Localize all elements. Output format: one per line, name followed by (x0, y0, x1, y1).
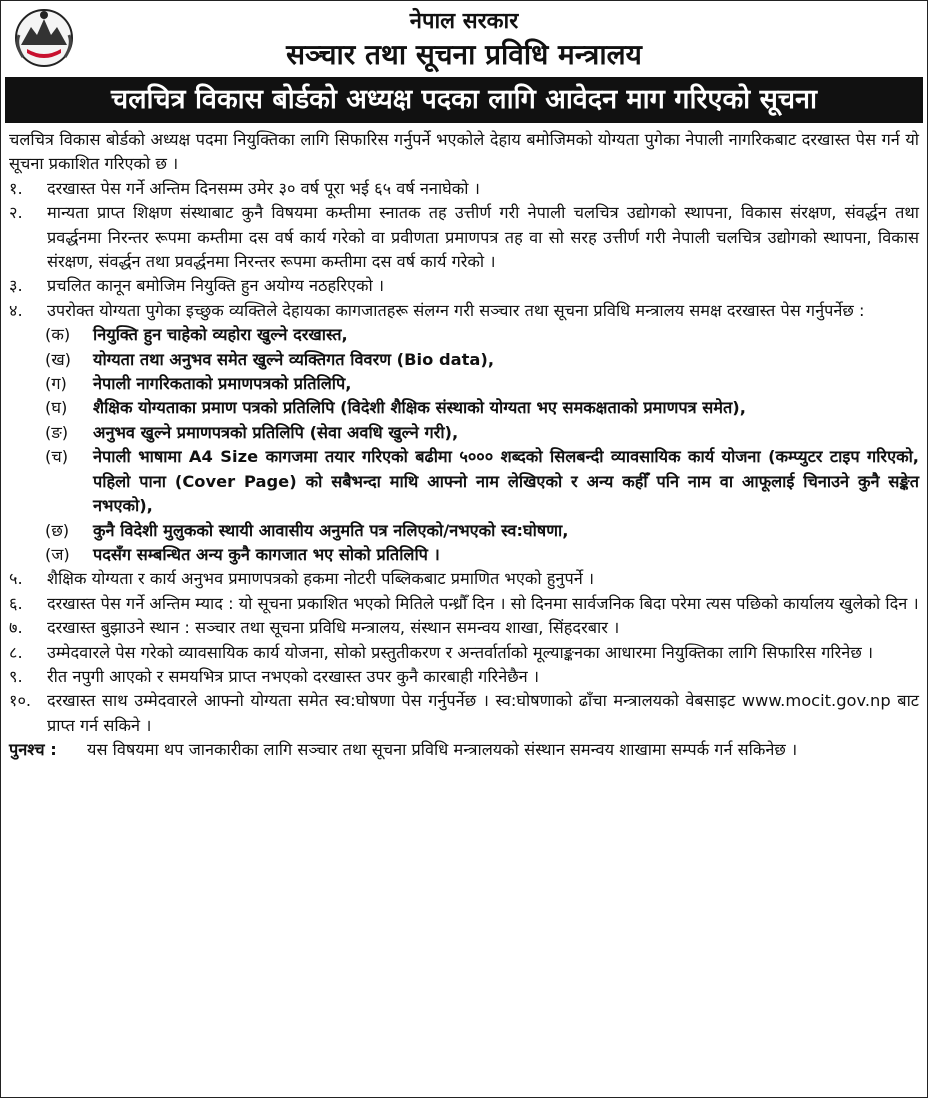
item-text: उपरोक्त योग्यता पुगेका इच्छुक व्यक्तिले देहायका कागजातहरू संलग्न गरी सञ्चार तथा सूचना प्रविधि मन्त्रालय समक्ष दरखास्त पेस गर्नुपर्नेछ : (47, 300, 865, 320)
sub-item-text: पदसँग सम्बन्धित अन्य कुनै कागजात भए सोको प्रतिलिपि । (93, 544, 440, 564)
list-item (9, 177, 919, 201)
postscript-text: यस विषयमा थप जानकारीका लागि सञ्चार तथा सूचना प्रविधि मन्त्रालयको संस्थान समन्वय शाखामा सम्पर्क गर्न सकिनेछ । (87, 740, 798, 760)
sub-item-text: शैक्षिक योग्यताका प्रमाण पत्रको प्रतिलिपि (विदेशी शैक्षिक संस्थाको योग्यता भए समकक्षताको प्रमाणपत्र समेत), (93, 398, 746, 418)
sub-item-label: (ग) (45, 374, 67, 394)
sub-item-label: (ङ) (45, 422, 69, 442)
item-number: ७. (9, 618, 23, 638)
item-text: दरखास्त बुझाउने स्थान : सञ्चार तथा सूचना प्रविधि मन्त्रालय, संस्थान समन्वय शाखा, सिंहदरबार । (47, 618, 620, 638)
item-number: ६. (9, 593, 23, 613)
sub-item-label: (क) (45, 325, 71, 345)
sub-item-label: (घ) (45, 398, 68, 418)
sub-item (9, 348, 919, 372)
list-item (9, 592, 919, 616)
sub-item (9, 445, 919, 518)
item-number: १०. (9, 691, 32, 711)
item-text: दरखास्त पेस गर्ने अन्तिम दिनसम्म उमेर ३० वर्ष पूरा भई ६५ वर्ष ननाघेको । (47, 178, 480, 198)
sub-item-text: नेपाली नागरिकताको प्रमाणपत्रको प्रतिलिपि, (93, 374, 352, 394)
notice-title: चलचित्र विकास बोर्डको अध्यक्ष पदका लागि आवेदन माग गरिएको सूचना (5, 77, 923, 123)
intro-paragraph: चलचित्र विकास बोर्डको अध्यक्ष पदमा नियुक्तिका लागि सिफारिस गर्नुपर्ने भएकोले देहाय बमोजिमको योग्यता पुगेका नेपाली नागरिकबाट दरखास्त पेस गर्न यो सूचना प्रकाशित गरिएको छ । (9, 130, 919, 174)
list-item (9, 201, 919, 274)
item-number: १. (9, 178, 23, 198)
item-number: ५. (9, 569, 23, 589)
notice-body (9, 128, 919, 763)
list-item (9, 567, 919, 591)
ministry-name: सञ्चार तथा सूचना प्रविधि मन्त्रालय (286, 38, 642, 71)
list-item (9, 665, 919, 689)
government-name: नेपाल सरकार (409, 8, 519, 34)
sub-item-label: (ज) (45, 544, 70, 564)
item-number: २. (9, 203, 23, 223)
item-text: दरखास्त साथ उम्मेदवारले आफ्नो योग्यता समेत स्व:घोषणा पेस गर्नुपर्नेछ । स्व:घोषणाको ढाँचा मन्त्रालयको वेबसाइट www.mocit.gov.np बाट प्राप्त गर्न सकिने । (47, 691, 919, 735)
item-text: दरखास्त पेस गर्ने अन्तिम म्याद : यो सूचना प्रकाशित भएको मितिले पन्ध्रौँ दिन । सो दिनमा सार्वजनिक बिदा परेमा त्यस पछिको कार्यालय खुलेको दिन । (47, 593, 919, 613)
sub-item-text: योग्यता तथा अनुभव समेत खुल्ने व्यक्तिगत विवरण (Bio data), (93, 349, 495, 369)
item-text: प्रचलित कानून बमोजिम नियुक्ति हुन अयोग्य नठहरिएको । (47, 276, 385, 296)
item-number: ९. (9, 666, 23, 686)
item-text: उम्मेदवारले पेस गरेको व्यावसायिक कार्य योजना, सोको प्रस्तुतीकरण र अन्तर्वार्ताको मूल्याङ्कनका आधारमा नियुक्तिका लागि सिफारिस गरिनेछ । (47, 642, 874, 662)
postscript (9, 738, 919, 762)
sub-item (9, 543, 919, 567)
sub-item-text: अनुभव खुल्ने प्रमाणपत्रको प्रतिलिपि (सेवा अवधि खुल्ने गरी), (93, 422, 459, 442)
header (1, 1, 927, 75)
list-item (9, 299, 919, 323)
list-item (9, 616, 919, 640)
list-item (9, 689, 919, 738)
item-number: ४. (9, 300, 23, 320)
sub-item (9, 421, 919, 445)
list-item (9, 274, 919, 298)
list-item (9, 641, 919, 665)
item-number: ३. (9, 276, 23, 296)
sub-item-text: कुनै विदेशी मुलुकको स्थायी आवासीय अनुमति पत्र नलिएको/नभएको स्व:घोषणा, (93, 520, 569, 540)
sub-item-label: (छ) (45, 520, 70, 540)
item-text: मान्यता प्राप्त शिक्षण संस्थाबाट कुनै विषयमा कम्तीमा स्नातक तह उत्तीर्ण गरी नेपाली चलचित्र उद्योगको स्थापना, विकास संरक्षण, संवर्द्धन तथा प्रवर्द्धनमा निरन्तर रूपमा कम्तीमा दस वर्ष कार्य गरेको वा प्रवीणता प्रमाणपत्र तह वा सो सरह उत्तीर्ण गरी नेपाली चलचित्र उद्योगको स्थापना, विकास संरक्षण, संवर्द्धन तथा प्रवर्द्धनमा निरन्तर रूपमा कम्तीमा दस वर्ष कार्य गरेको । (47, 203, 919, 272)
sub-item (9, 519, 919, 543)
sub-item (9, 323, 919, 347)
sub-item-label: (च) (45, 447, 69, 467)
sub-item (9, 396, 919, 420)
sub-item-label: (ख) (45, 349, 72, 369)
sub-item-text: नेपाली भाषामा A4 Size कागजमा तयार गरिएको बढीमा ५००० शब्दको सिलबन्दी व्यावसायिक कार्य योजना (कम्प्युटर टाइप गरिएको, पहिलो पाना (Cover Page) को सबैभन्दा माथि आफ्नो नाम लेखिएको र अन्य कहीँ पनि नाम वा आफूलाई चिनाउने कुनै सङ्केत नभएको), (93, 447, 919, 516)
item-text: शैक्षिक योग्यता र कार्य अनुभव प्रमाणपत्रको हकमा नोटरी पब्लिकबाट प्रमाणित भएको हुनुपर्ने । (47, 569, 595, 589)
sub-item-text: नियुक्ति हुन चाहेको व्यहोरा खुल्ने दरखास्त, (93, 325, 348, 345)
item-text: रीत नपुगी आएको र समयभित्र प्राप्त नभएको दरखास्त उपर कुनै कारबाही गरिनेछैन । (47, 666, 540, 686)
item-number: ८. (9, 642, 23, 662)
postscript-label: पुनश्च : (9, 740, 57, 760)
sub-item (9, 372, 919, 396)
